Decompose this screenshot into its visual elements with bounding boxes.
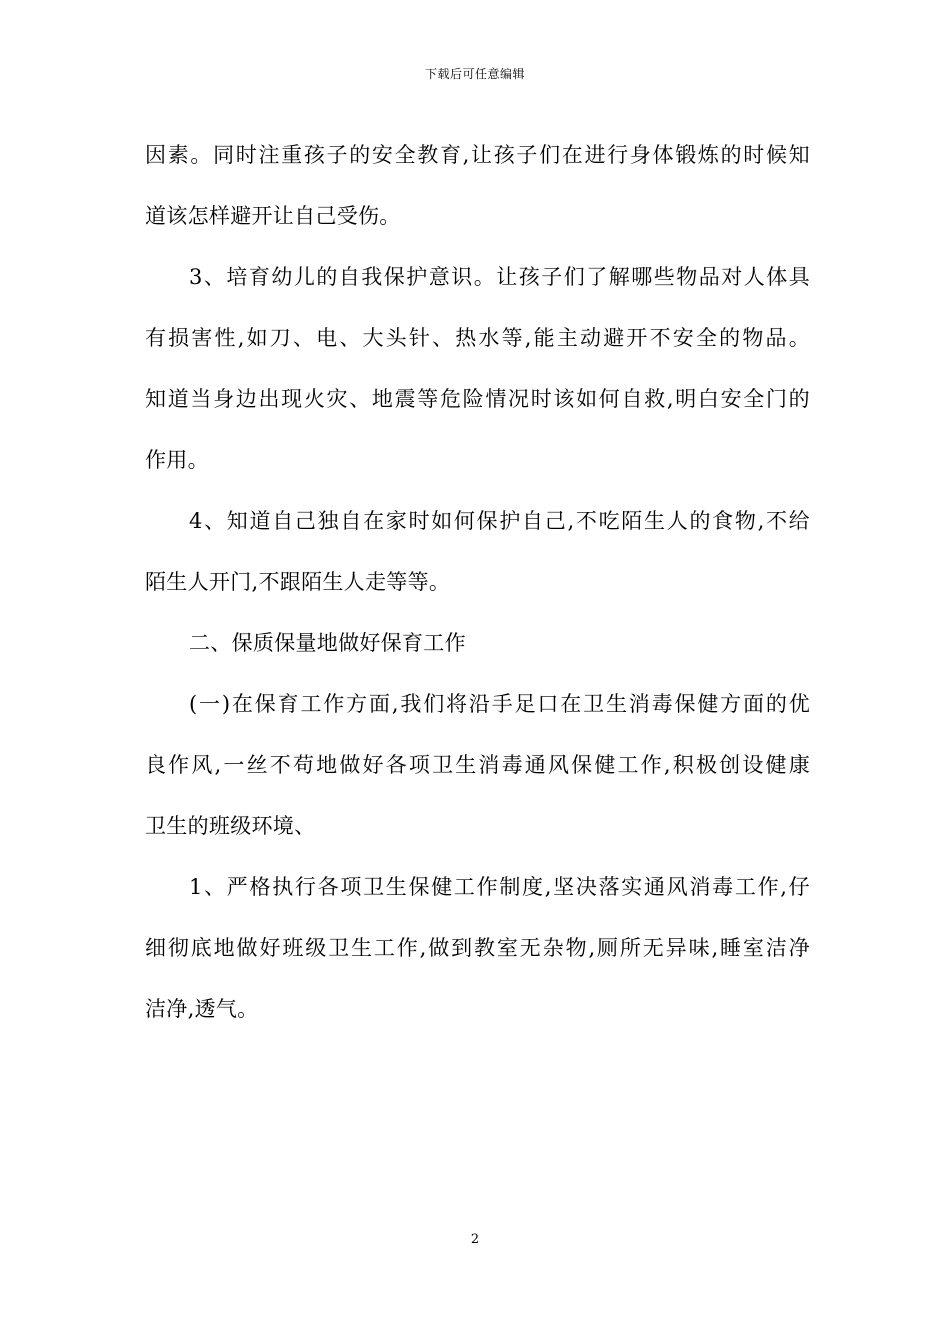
text-line: 3、培育幼儿的自我保护意识。让孩子们了解哪些物品对人体具 bbox=[189, 265, 810, 289]
text-line: 1、严格执行各项卫生保健工作制度,坚决落实通风消毒工作,仔 bbox=[189, 875, 810, 899]
text-line: 道该怎样避开让自己受伤。 bbox=[145, 204, 401, 228]
text-line: 知道当身边出现火灾、地震等危险情况时该如何自救,明白安全门的 bbox=[145, 387, 810, 411]
text-line: 有损害性,如刀、电、大头针、热水等,能主动避开不安全的物品。 bbox=[145, 326, 810, 350]
text-line: 4、知道自己独自在家时如何保护自己,不吃陌生人的食物,不给 bbox=[189, 509, 810, 533]
text-line: 卫生的班级环境、 bbox=[145, 814, 316, 838]
page-header: 下载后可任意编辑 bbox=[424, 67, 525, 81]
text-line: 作用。 bbox=[145, 448, 209, 472]
page-number: 2 bbox=[470, 1232, 480, 1247]
text-line: 良作风,一丝不苟地做好各项卫生消毒通风保健工作,积极创设健康 bbox=[145, 753, 810, 777]
text-line: 陌生人开门,不跟陌生人走等等。 bbox=[145, 570, 451, 594]
section-heading: 二、保质保量地做好保育工作 bbox=[189, 631, 466, 655]
text-line: 洁净,透气。 bbox=[145, 997, 259, 1021]
text-line: 细彻底地做好班级卫生工作,做到教室无杂物,厕所无异味,睡室洁净 bbox=[145, 936, 810, 960]
document-body bbox=[145, 125, 810, 1040]
text-line: (一)在保育工作方面,我们将沿手足口在卫生消毒保健方面的优 bbox=[189, 692, 810, 716]
text-line: 因素。同时注重孩子的安全教育,让孩子们在进行身体锻炼的时候知 bbox=[145, 143, 810, 167]
